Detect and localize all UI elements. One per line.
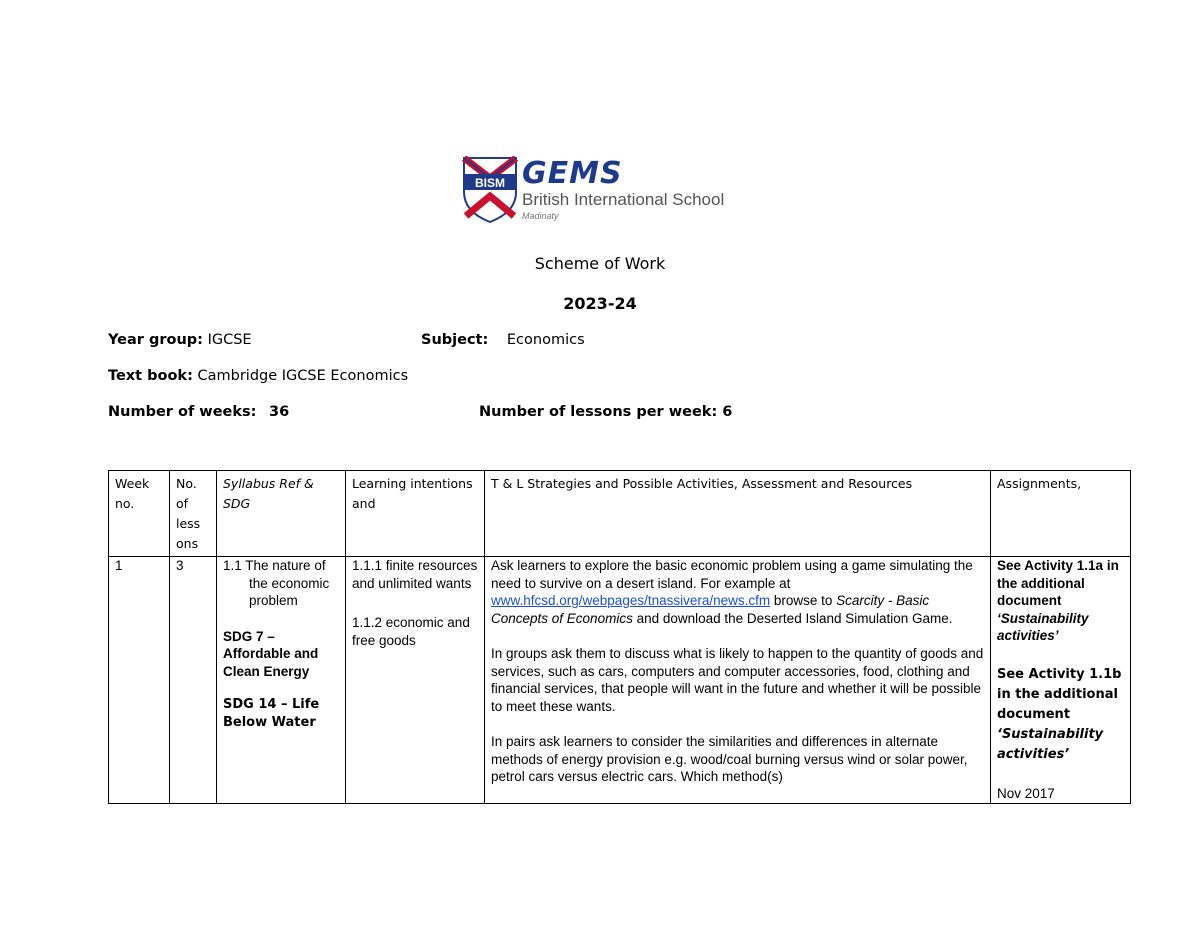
textbook [108,368,408,384]
cell-learning [346,557,485,804]
cell-lessons [170,557,217,804]
number-of-weeks [108,404,289,420]
cell-syllabus [217,557,346,804]
lesson-count: 3 [176,558,184,573]
sdg-14: SDG 14 – Life Below Water [223,697,320,730]
textbook-value: Cambridge IGCSE Economics [197,368,409,384]
activity-paragraph-3: In pairs ask learners to consider the similarities and differences in alternate methods of energy provision e.g. wood/coal burning versus wind or solar power, petrol cars versus electric cars. Which method(s) [491,734,968,784]
year-group-label: Year group: [108,332,203,348]
table-header-row [109,471,1131,557]
sdg-7: SDG 7 – Affordable and Clean Energy [223,628,319,679]
year-group [108,332,252,348]
campus-name: Madinaty [522,211,559,221]
table-row [109,557,1131,804]
lessons-label: Number of lessons per week: 6 [479,404,733,420]
year-group-value: IGCSE [207,332,252,348]
assignment-date: Nov 2017 [997,785,1055,801]
shield-text: BISM [475,176,505,190]
cell-strategies [485,557,991,804]
school-name: British International School [522,190,725,209]
learning-intention-1: 1.1.1 finite resources and unlimited wants [352,558,478,591]
week-number: 1 [115,558,123,573]
cell-assignments [991,557,1131,804]
scheme-table [108,470,1131,804]
school-logo [462,156,752,228]
cell-week [109,557,170,804]
subject-label: Subject: [421,332,489,348]
header-lessons: No. of less ons [170,471,217,557]
weeks-label: Number of weeks: [108,404,257,420]
activity-paragraph-2: In groups ask them to discuss what is likely to happen to the quantity of goods and services, such as cars, computers and computer accessories, food, clothing and financial services, that people will want in the future and whether it will be possible to meet these wants. [491,646,984,714]
resource-link[interactable]: www.hfcsd.org/webpages/tnassivera/news.cfm [491,593,771,608]
academic-year: 2023-24 [563,294,637,313]
subject-value: Economics [506,332,585,348]
header-strategies: T & L Strategies and Possible Activities, Assessment and Resources [485,471,991,557]
header-week: Week no. [109,471,170,557]
weeks-value: 36 [269,404,290,420]
subject [421,332,585,348]
syllabus-topic: 1.1 The nature of the economic problem [223,558,330,608]
assignment-2: See Activity 1.1b in the additional document ‘Sustainability activities’ [997,666,1122,762]
header-syllabus: Syllabus Ref & SDG [217,471,346,557]
lessons-per-week [479,404,732,420]
learning-intention-2: 1.1.2 economic and free goods [352,615,470,648]
header-learning: Learning intentions and [346,471,485,557]
assignment-1: See Activity 1.1a in the additional document ‘Sustainability activities’ [997,558,1119,643]
page-title: Scheme of Work [534,254,666,273]
textbook-label: Text book: [108,368,193,384]
shield-icon [462,156,518,224]
header-assignments: Assignments, [991,471,1131,557]
activity-paragraph-1: Ask learners to explore the basic economic problem using a game simulating the need to survive on a desert island. For example at www.hfcsd.org/webpages/tnassivera/news.cfm browse to Scarcity - Basic Concepts of Economics and download the Deserted Island Simulation Game. [491,558,973,626]
brand-name: GEMS [522,156,623,191]
